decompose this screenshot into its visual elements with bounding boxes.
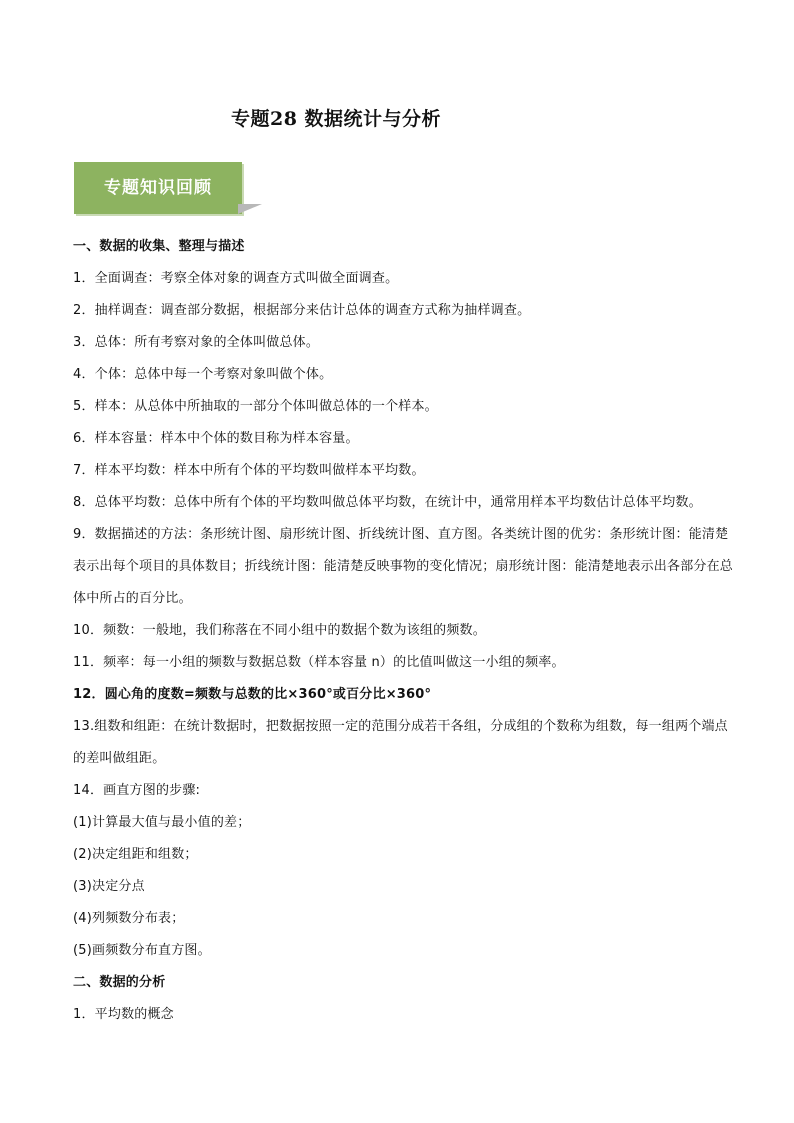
section-heading: 一、数据的收集、整理与描述	[73, 239, 245, 254]
body-paragraph: 4．个体：总体中每一个考察对象叫做个体。	[73, 367, 333, 382]
body-paragraph: (2)决定组距和组数；	[73, 847, 198, 862]
document-body	[73, 238, 733, 1038]
body-paragraph: 9．数据描述的方法：条形统计图、扇形统计图、折线统计图、直方图。各类统计图的优劣：条形统计图：能清楚表示出每个项目的具体数目；折线统计图：能清楚反映事物的变化情况；扇形统计图：能清楚地表示出各部分在总体中所占的百分比。	[73, 527, 734, 606]
body-paragraph: 7．样本平均数：样本中所有个体的平均数叫做样本平均数。	[73, 463, 425, 478]
page-title: 专题28 数据统计与分析	[230, 108, 442, 130]
body-paragraph: 3．总体：所有考察对象的全体叫做总体。	[73, 335, 320, 350]
section-heading: 12．圆心角的度数=频数与总数的比×360°或百分比×360°	[73, 687, 432, 702]
body-paragraph: 1．平均数的概念	[73, 1007, 174, 1022]
section-banner-label: 专题知识回顾	[104, 178, 212, 198]
body-paragraph: (5)画频数分布直方图。	[73, 943, 211, 958]
body-paragraph: 5．样本：从总体中所抽取的一部分个体叫做总体的一个样本。	[73, 399, 438, 414]
body-paragraph: 14．画直方图的步骤:	[73, 783, 201, 798]
body-paragraph: 8．总体平均数：总体中所有个体的平均数叫做总体平均数，在统计中，通常用样本平均数估计总体平均数。	[73, 495, 702, 510]
section-heading: 二、数据的分析	[73, 975, 166, 990]
body-paragraph: (4)列频数分布表；	[73, 911, 185, 926]
body-paragraph: (1)计算最大值与最小值的差；	[73, 815, 251, 830]
body-paragraph: 6．样本容量：样本中个体的数目称为样本容量。	[73, 431, 359, 446]
body-paragraph: 10．频数：一般地，我们称落在不同小组中的数据个数为该组的频数。	[73, 623, 486, 638]
body-paragraph: (3)决定分点	[73, 879, 145, 894]
body-paragraph: 1．全面调查：考察全体对象的调查方式叫做全面调查。	[73, 271, 399, 286]
body-paragraph: 2．抽样调查：调查部分数据，根据部分来估计总体的调查方式称为抽样调查。	[73, 303, 531, 318]
body-paragraph: 13.组数和组距：在统计数据时，把数据按照一定的范围分成若干各组，分成组的个数称为组数，每一组两个端点的差叫做组距。	[73, 719, 728, 766]
body-paragraph: 11．频率：每一小组的频数与数据总数（样本容量 n）的比值叫做这一小组的频率。	[73, 655, 565, 670]
